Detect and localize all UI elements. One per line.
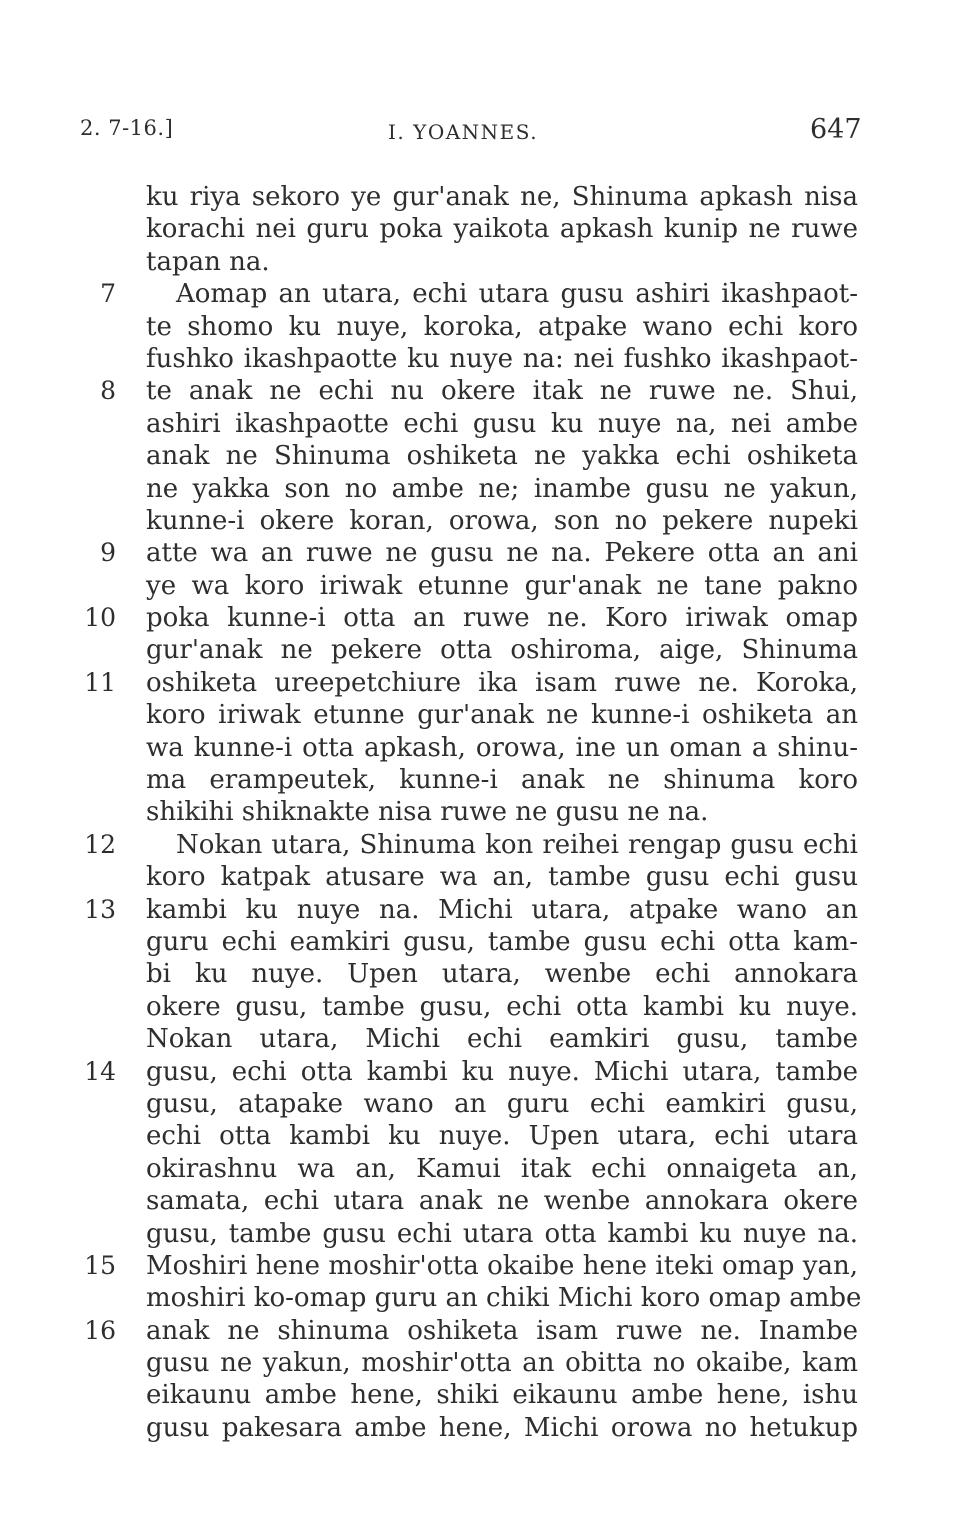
text-line	[0, 246, 960, 278]
text-line	[0, 505, 960, 537]
line-text: anak ne shinuma oshiketa isam ruwe ne. Inambe	[146, 1315, 858, 1346]
verse-number: 12	[84, 829, 116, 859]
line-text: korachi nei guru poka yaikota apkash kunip ne ruwe	[146, 214, 858, 245]
line-text: kunne-i okere koran, orowa, son no pekere nupeki	[146, 505, 858, 536]
text-line	[0, 926, 960, 958]
text-line	[0, 602, 960, 634]
line-text: samata, echi utara anak ne wenbe annokara okere	[146, 1186, 858, 1217]
text-line	[0, 278, 960, 310]
line-text: Nokan utara, Shinuma kon reihei rengap gusu echi	[176, 829, 858, 860]
verse-number: 7	[100, 279, 116, 309]
line-text: echi otta kambi ku nuye. Upen utara, echi utara	[146, 1121, 858, 1152]
text-line	[0, 829, 960, 861]
verse-number: 9	[100, 538, 116, 568]
line-text: te shomo ku nuye, koroka, atpake wano echi koro	[146, 311, 858, 342]
line-text: wa kunne-i otta apkash, orowa, ine un oman a shinu-	[146, 732, 858, 763]
text-line	[0, 213, 960, 245]
text-line	[0, 1347, 960, 1379]
line-text: moshiri ko-omap guru an chiki Michi koro omap ambe	[146, 1283, 862, 1314]
line-text: ashiri ikashpaotte echi gusu ku nuye na, nei ambe	[146, 408, 858, 439]
line-text: shikihi shiknakte nisa ruwe ne gusu ne na.	[146, 797, 709, 828]
line-text: eikaunu ambe hene, shiki eikaunu ambe hene, ishu	[146, 1380, 858, 1411]
verse-number: 10	[84, 603, 116, 633]
verse-number: 8	[100, 376, 116, 406]
scripture-text-block	[0, 181, 960, 1444]
line-text: kambi ku nuye na. Michi utara, atpake wano an	[146, 894, 858, 925]
line-text: gusu, echi otta kambi ku nuye. Michi utara, tambe	[146, 1056, 858, 1087]
running-header	[0, 116, 960, 150]
line-text: gusu pakesara ambe hene, Michi orowa no hetukup	[146, 1412, 858, 1443]
text-line	[0, 634, 960, 666]
text-line	[0, 181, 960, 213]
verse-number: 14	[84, 1056, 116, 1086]
text-line	[0, 991, 960, 1023]
text-line	[0, 375, 960, 407]
text-line	[0, 473, 960, 505]
text-line	[0, 311, 960, 343]
line-text: te anak ne echi nu okere itak ne ruwe ne. Shui,	[146, 376, 858, 407]
chapter-verse-range: 2. 7-16.]	[80, 116, 174, 140]
text-line	[0, 408, 960, 440]
line-text: poka kunne-i otta an ruwe ne. Koro iriwak omap	[146, 603, 858, 634]
text-line	[0, 1412, 960, 1444]
text-line	[0, 796, 960, 828]
verse-number: 11	[84, 667, 116, 697]
verse-number: 16	[84, 1315, 116, 1345]
line-text: Moshiri hene moshir'otta okaibe hene iteki omap yan,	[146, 1250, 858, 1281]
line-text: oshiketa ureepetchiure ika isam ruwe ne. Koroka,	[146, 667, 858, 698]
text-line	[0, 570, 960, 602]
line-text: fushko ikashpaotte ku nuye na: nei fushko ikashpaot-	[146, 343, 858, 374]
line-text: koro iriwak etunne gur'anak ne kunne-i oshiketa an	[146, 700, 858, 731]
line-text: gur'anak ne pekere otta oshiroma, aige, Shinuma	[146, 635, 858, 666]
text-line	[0, 1250, 960, 1282]
text-line	[0, 861, 960, 893]
text-line	[0, 699, 960, 731]
book-title: I. YOANNES.	[388, 120, 539, 144]
line-text: okirashnu wa an, Kamui itak echi onnaigeta an,	[146, 1153, 858, 1184]
line-text: ye wa koro iriwak etunne gur'anak ne tane pakno	[146, 570, 858, 601]
line-text: guru echi eamkiri gusu, tambe gusu echi otta kam-	[146, 926, 858, 957]
line-text: gusu, tambe gusu echi utara otta kambi ku nuye na.	[146, 1218, 858, 1249]
text-line	[0, 537, 960, 569]
line-text: bi ku nuye. Upen utara, wenbe echi annokara	[146, 959, 858, 990]
page-number: 647	[810, 114, 862, 145]
text-line	[0, 1120, 960, 1152]
line-text: ne yakka son no ambe ne; inambe gusu ne yakun,	[146, 473, 858, 504]
text-line	[0, 1218, 960, 1250]
line-text: anak ne Shinuma oshiketa ne yakka echi oshiketa	[146, 441, 858, 472]
text-line	[0, 343, 960, 375]
line-text: ma erampeutek, kunne-i anak ne shinuma koro	[146, 765, 858, 796]
text-line	[0, 667, 960, 699]
line-text: gusu, atapake wano an guru echi eamkiri gusu,	[146, 1088, 858, 1119]
text-line	[0, 1153, 960, 1185]
text-line	[0, 1056, 960, 1088]
verse-number: 15	[84, 1250, 116, 1280]
verse-number: 13	[84, 894, 116, 924]
line-text: tapan na.	[146, 246, 270, 277]
text-line	[0, 894, 960, 926]
text-line	[0, 1023, 960, 1055]
text-line	[0, 958, 960, 990]
line-text: gusu ne yakun, moshir'otta an obitta no okaibe, kam	[146, 1348, 858, 1379]
text-line	[0, 732, 960, 764]
line-text: koro katpak atusare wa an, tambe gusu echi gusu	[146, 862, 858, 893]
text-line	[0, 1088, 960, 1120]
text-line	[0, 1282, 960, 1314]
line-text: Nokan utara, Michi echi eamkiri gusu, tambe	[146, 1024, 858, 1055]
line-text: atte wa an ruwe ne gusu ne na. Pekere otta an ani	[146, 538, 858, 569]
text-line	[0, 1185, 960, 1217]
text-line	[0, 440, 960, 472]
text-line	[0, 1315, 960, 1347]
line-text: okere gusu, tambe gusu, echi otta kambi ku nuye.	[146, 991, 858, 1022]
line-text: Aomap an utara, echi utara gusu ashiri ikashpaot-	[176, 279, 858, 310]
text-line	[0, 1379, 960, 1411]
text-line	[0, 764, 960, 796]
line-text: ku riya sekoro ye gur'anak ne, Shinuma apkash nisa	[146, 182, 858, 212]
